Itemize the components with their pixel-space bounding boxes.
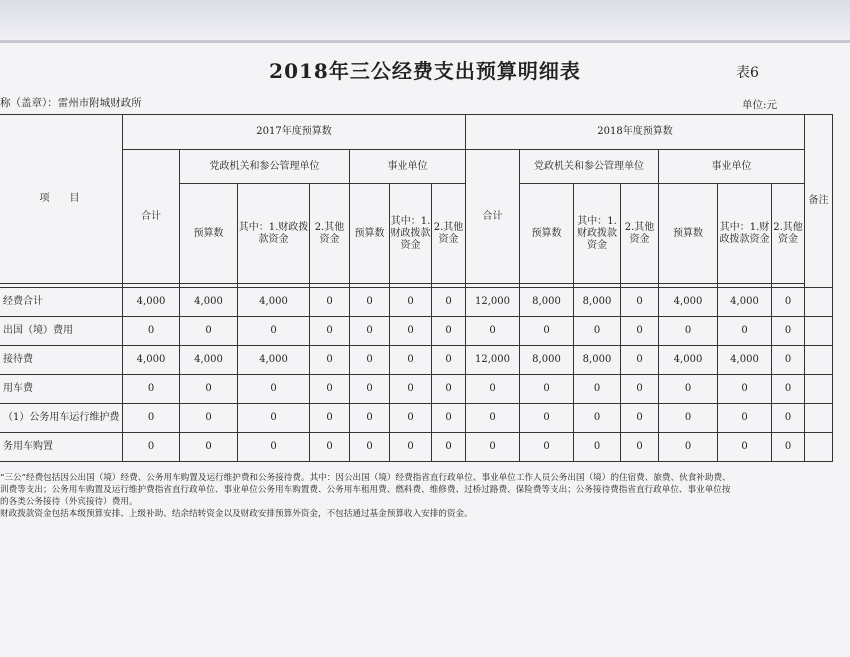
cell-value: 0 — [466, 317, 520, 346]
header-2017-party-gov: 党政机关和参公管理单位 — [180, 150, 350, 184]
cell-value: 0 — [432, 288, 466, 317]
table-row — [0, 404, 833, 433]
header-2017-inst-fiscal: 其中：1.财政拨款资金 — [390, 184, 432, 284]
cell-value: 0 — [180, 375, 238, 404]
header-2017-budget: 2017年度预算数 — [123, 115, 466, 150]
header-2017-inst-other: 2.其他资金 — [432, 184, 466, 284]
table-row — [0, 346, 833, 375]
cell-value: 4,000 — [718, 346, 772, 375]
cell-value: 0 — [466, 433, 520, 462]
row-label: 经费合计 — [0, 288, 123, 317]
cell-value: 4,000 — [238, 288, 310, 317]
cell-value: 4,000 — [123, 288, 180, 317]
cell-remark — [805, 288, 833, 317]
cell-value: 0 — [123, 433, 180, 462]
table-row — [0, 288, 833, 317]
cell-value: 0 — [718, 317, 772, 346]
table-row — [0, 375, 833, 404]
cell-value: 0 — [432, 404, 466, 433]
cell-value: 0 — [574, 404, 621, 433]
cell-value: 0 — [180, 404, 238, 433]
table-row — [0, 317, 833, 346]
header-2018-total: 合计 — [466, 150, 520, 284]
header-2018-party-fiscal: 其中：1.财政拨款资金 — [574, 184, 621, 284]
cell-value: 0 — [180, 317, 238, 346]
cell-value: 0 — [466, 404, 520, 433]
cell-remark — [805, 317, 833, 346]
cell-value: 4,000 — [180, 288, 238, 317]
reporting-unit: 称（盖章）：雷州市附城财政所 — [0, 97, 142, 109]
footnote-line: “三公”经费包括因公出国（境）经费、公务用车购置及运行维护费和公务接待费。其中：因公出国（境）经费指省直行政单位、事业单位工作人员公务出国（境）的住宿费、旅费、伙食补助费、 — [0, 473, 731, 483]
cell-value: 8,000 — [520, 288, 574, 317]
cell-value: 0 — [390, 433, 432, 462]
cell-value: 0 — [621, 404, 659, 433]
cell-value: 0 — [123, 375, 180, 404]
cell-value: 0 — [310, 404, 350, 433]
cell-value: 0 — [718, 404, 772, 433]
cell-value: 0 — [350, 346, 390, 375]
header-2018-budget: 2018年度预算数 — [466, 115, 805, 150]
cell-value: 12,000 — [466, 346, 520, 375]
cell-value: 4,000 — [180, 346, 238, 375]
header-2018-inst-other: 2.其他资金 — [772, 184, 805, 284]
cell-value: 0 — [238, 317, 310, 346]
cell-value: 0 — [659, 375, 718, 404]
cell-value: 0 — [772, 433, 805, 462]
cell-value: 4,000 — [123, 346, 180, 375]
cell-remark — [805, 346, 833, 375]
cell-value: 0 — [390, 317, 432, 346]
header-2017-party-other: 2.其他资金 — [310, 184, 350, 284]
cell-value: 0 — [432, 375, 466, 404]
cell-value: 0 — [390, 375, 432, 404]
row-label: 出国（境）费用 — [0, 317, 123, 346]
header-2017-party-budget: 预算数 — [180, 184, 238, 284]
cell-value: 0 — [659, 404, 718, 433]
cell-value: 0 — [772, 375, 805, 404]
header-2017-total: 合计 — [123, 150, 180, 284]
cell-value: 0 — [621, 433, 659, 462]
cell-value: 0 — [621, 317, 659, 346]
header-2017-party-fiscal: 其中：1.财政拨款资金 — [238, 184, 310, 284]
cell-value: 0 — [310, 346, 350, 375]
cell-value: 4,000 — [718, 288, 772, 317]
footnotes — [0, 472, 840, 520]
cell-value: 0 — [659, 433, 718, 462]
cell-value: 0 — [466, 375, 520, 404]
page-title: 2018年三公经费支出预算明细表 — [269, 59, 581, 83]
cell-value: 0 — [123, 317, 180, 346]
cell-value: 0 — [659, 317, 718, 346]
header-2018-party-other: 2.其他资金 — [621, 184, 659, 284]
budget-table — [0, 114, 833, 462]
cell-value: 0 — [432, 346, 466, 375]
cell-value: 0 — [621, 288, 659, 317]
cell-remark — [805, 404, 833, 433]
header-2018-institution: 事业单位 — [659, 150, 805, 184]
cell-value: 0 — [390, 404, 432, 433]
cell-value: 0 — [772, 288, 805, 317]
cell-value: 0 — [350, 317, 390, 346]
cell-value: 8,000 — [520, 346, 574, 375]
cell-value: 0 — [772, 346, 805, 375]
header-2018-inst-fiscal: 其中：1.财政拨款资金 — [718, 184, 772, 284]
cell-value: 0 — [520, 404, 574, 433]
table-number: 表6 — [736, 65, 759, 81]
cell-value: 4,000 — [238, 346, 310, 375]
cell-value: 0 — [310, 433, 350, 462]
cell-value: 0 — [718, 433, 772, 462]
cell-value: 0 — [238, 375, 310, 404]
cell-value: 0 — [574, 317, 621, 346]
cell-value: 0 — [180, 433, 238, 462]
cell-value: 4,000 — [659, 346, 718, 375]
row-label: （1）公务用车运行维护费 — [0, 404, 123, 433]
cell-value: 0 — [520, 317, 574, 346]
paper-fold-edge — [0, 40, 850, 43]
table-row — [0, 433, 833, 462]
cell-value: 0 — [520, 375, 574, 404]
cell-value: 0 — [432, 433, 466, 462]
cell-value: 0 — [310, 288, 350, 317]
cell-value: 0 — [123, 404, 180, 433]
cell-value: 0 — [772, 404, 805, 433]
paper-top-fold — [0, 0, 850, 44]
cell-value: 0 — [574, 375, 621, 404]
cell-value: 0 — [390, 346, 432, 375]
cell-value: 0 — [718, 375, 772, 404]
cell-remark — [805, 433, 833, 462]
cell-value: 0 — [520, 433, 574, 462]
cell-value: 8,000 — [574, 346, 621, 375]
cell-value: 0 — [238, 404, 310, 433]
header-2018-party-budget: 预算数 — [520, 184, 574, 284]
cell-remark — [805, 375, 833, 404]
cell-value: 0 — [238, 433, 310, 462]
header-2018-inst-budget: 预算数 — [659, 184, 718, 284]
footnote-line: 的各类公务接待（外宾接待）费用。 — [0, 497, 138, 507]
row-label: 接待费 — [0, 346, 123, 375]
cell-value: 0 — [772, 317, 805, 346]
cell-value: 0 — [350, 375, 390, 404]
cell-value: 0 — [390, 288, 432, 317]
cell-value: 12,000 — [466, 288, 520, 317]
cell-value: 0 — [621, 375, 659, 404]
header-item: 项 目 — [0, 115, 123, 284]
cell-value: 8,000 — [574, 288, 621, 317]
cell-value: 0 — [350, 288, 390, 317]
cell-value: 0 — [621, 346, 659, 375]
cell-value: 0 — [350, 404, 390, 433]
header-remark: 备注 — [805, 115, 833, 288]
header-2017-institution: 事业单位 — [350, 150, 466, 184]
footnote-line: 财政拨款资金包括本级预算安排、上级补助、结余结转资金以及财政安排预算外资金，不包括通过基金预算收入安排的资金。 — [0, 509, 473, 519]
header-2018-party-gov: 党政机关和参公管理单位 — [520, 150, 659, 184]
row-label: 务用车购置 — [0, 433, 123, 462]
cell-value: 0 — [350, 433, 390, 462]
footnote-line: 训费等支出；公务用车购置及运行维护费指省直行政单位、事业单位公务用车购置费、公务用车租用费、燃料费、维修费、过桥过路费、保险费等支出；公务接待费指省直行政单位、事业单位按 — [0, 485, 731, 495]
cell-value: 4,000 — [659, 288, 718, 317]
cell-value: 0 — [432, 317, 466, 346]
row-label: 用车费 — [0, 375, 123, 404]
header-2017-inst-budget: 预算数 — [350, 184, 390, 284]
currency-unit: 单位:元 — [742, 99, 778, 111]
cell-value: 0 — [310, 317, 350, 346]
cell-value: 0 — [310, 375, 350, 404]
cell-value: 0 — [574, 433, 621, 462]
